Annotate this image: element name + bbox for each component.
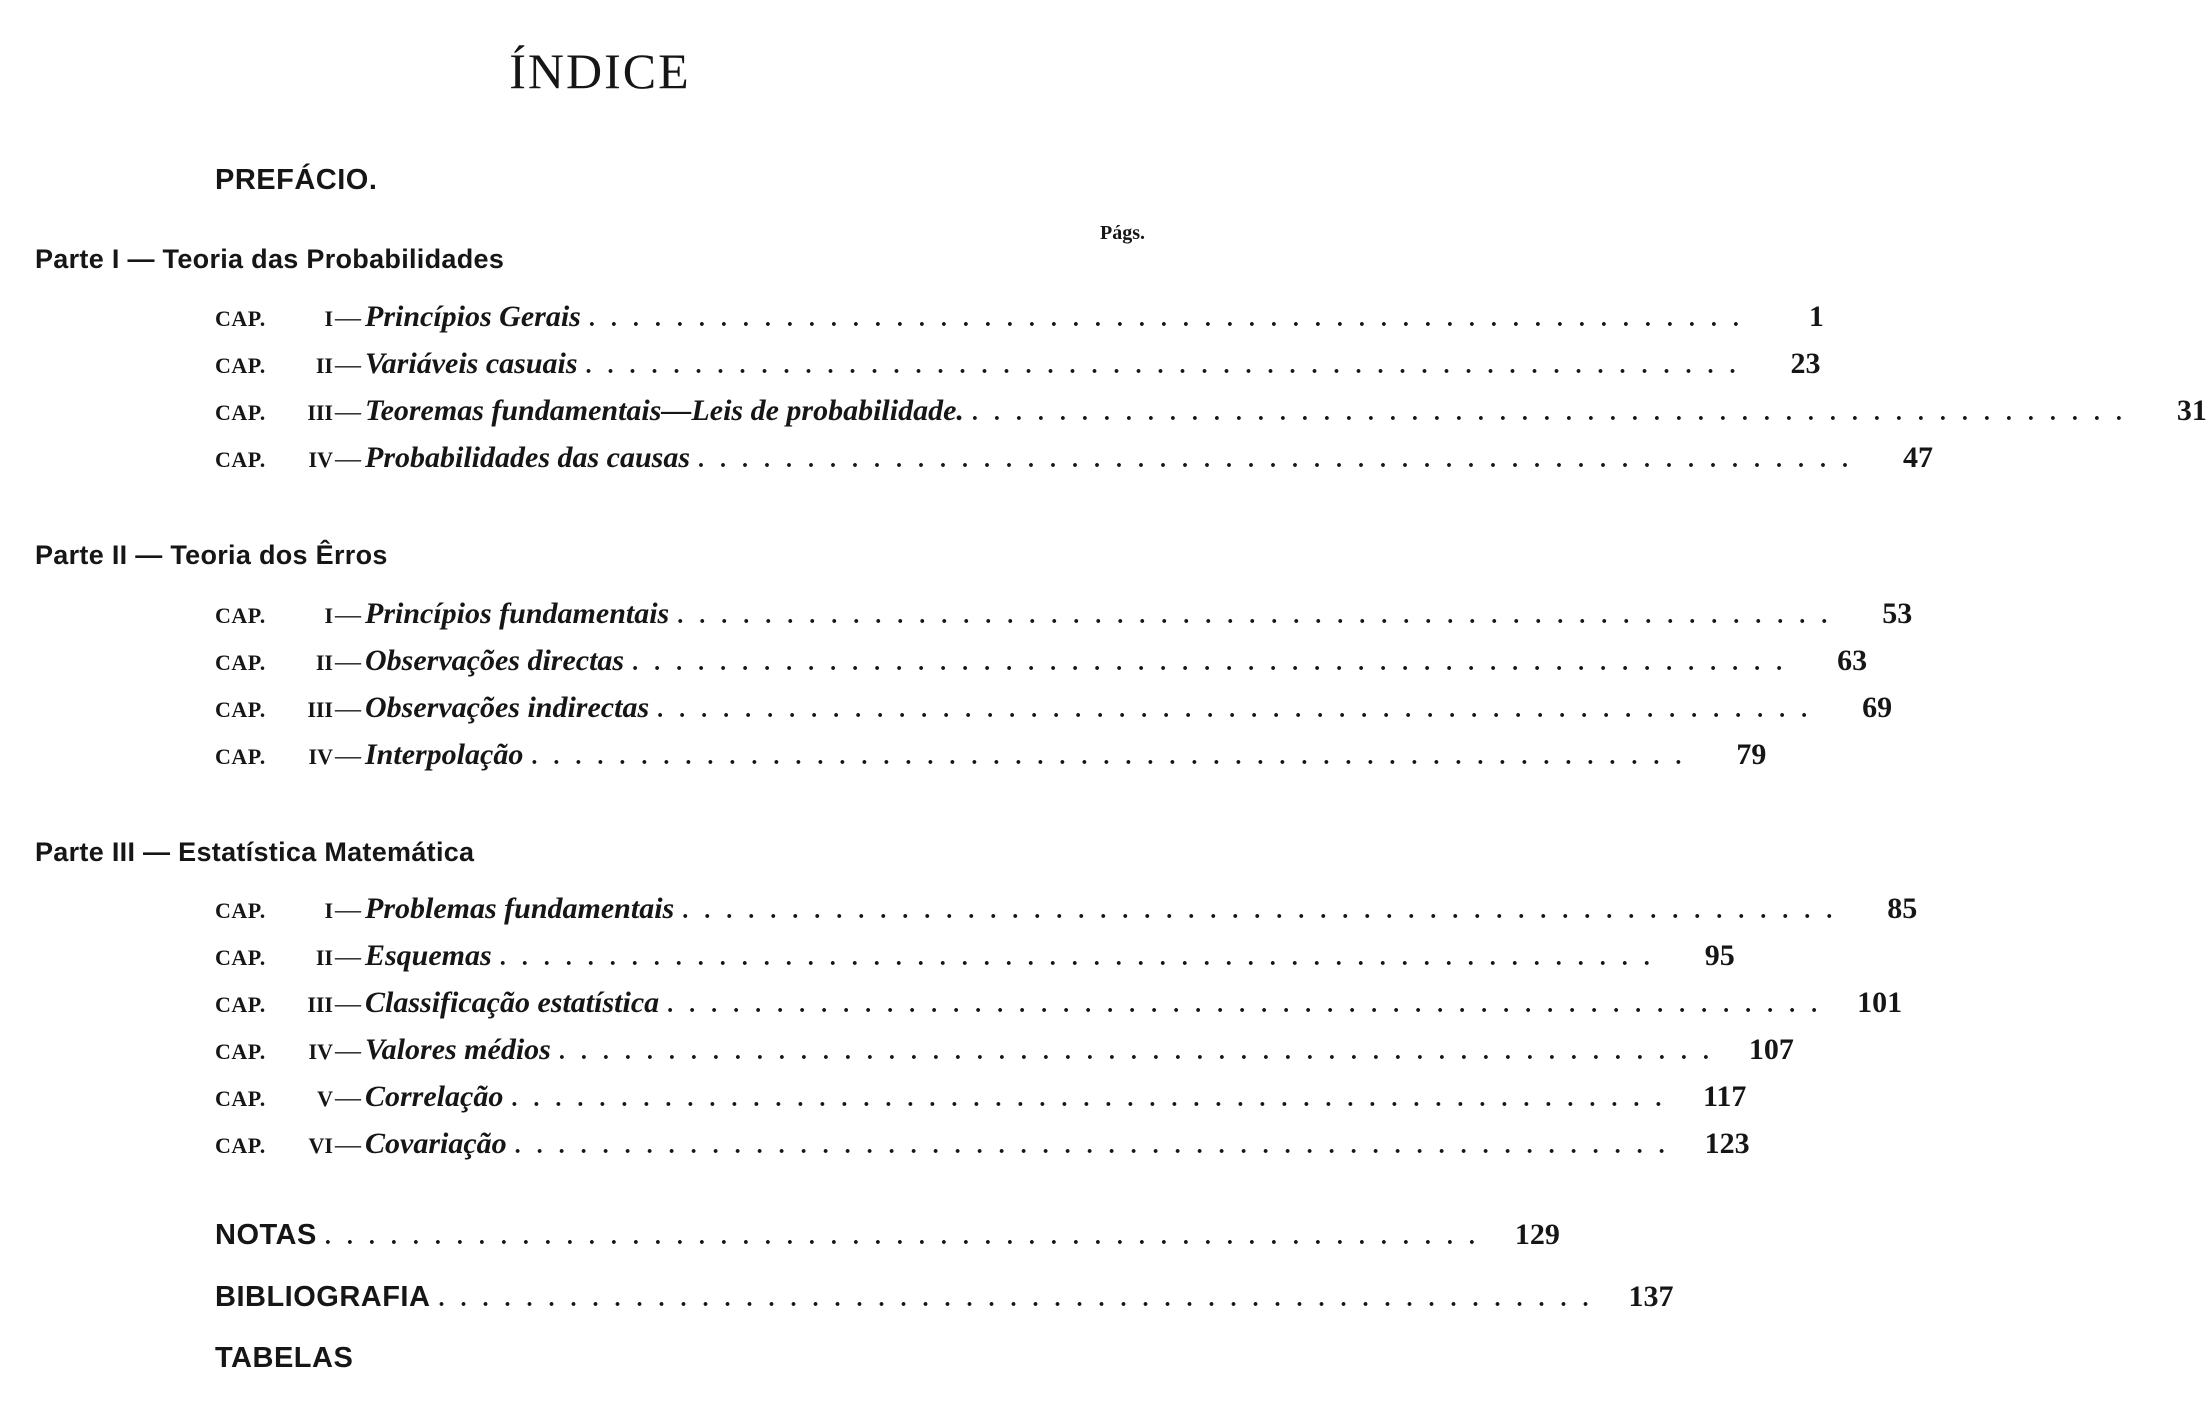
dot-leader: . . . . . . . . . . . . . . . . . . . . . . . . . . . . . . . . . . . . . . . . . . . . . . . . . . . . . (971, 400, 2127, 426)
toc-entry (215, 691, 1893, 733)
part-1-heading: Parte I — Teoria das Probabilidades (35, 244, 505, 274)
page-number: 129 (1514, 1218, 1560, 1251)
chapter-number: III (307, 400, 333, 425)
page-number: 47 (1903, 441, 1934, 474)
em-dash: — (335, 1130, 361, 1159)
toc-entry (215, 1033, 1794, 1075)
dot-leader: . . . . . . . . . . . . . . . . . . . . . . . . . . . . . . . . . . . . . . . . . . . . . . . . . . . . . (499, 945, 1655, 971)
em-dash: — (335, 942, 361, 971)
em-dash: — (335, 303, 361, 332)
em-dash: — (335, 647, 361, 676)
em-dash: — (335, 350, 361, 379)
dot-leader: . . . . . . . . . . . . . . . . . . . . . . . . . . . . . . . . . . . . . . . . . . . . . . . . . . . . . (682, 898, 1838, 924)
cap-label: CAP. (215, 1133, 266, 1158)
chapter-title: Covariação (365, 1127, 507, 1160)
page-number: 85 (1887, 892, 1918, 925)
cap-label: CAP. (215, 650, 266, 675)
page-title: ÍNDICE (509, 43, 691, 99)
cap-label: CAP. (215, 306, 266, 331)
toc-entry (215, 441, 1934, 483)
dot-leader: . . . . . . . . . . . . . . . . . . . . . . . . . . . . . . . . . . . . . . . . . . . . . . . . . . . . . (438, 1286, 1594, 1312)
chapter-title: Valores médios (365, 1033, 551, 1066)
page-number: 31 (2176, 394, 2207, 427)
em-dash: — (335, 1083, 361, 1112)
toc-entry (215, 300, 1824, 342)
em-dash: — (335, 600, 361, 629)
chapter-number: IV (308, 744, 333, 769)
chapter-title: Teoremas fundamentais—Leis de probabilidade. (365, 394, 964, 427)
back-matter-entry (215, 1342, 1165, 1384)
cap-label: CAP. (215, 603, 266, 628)
toc-entry (215, 939, 1735, 981)
page-number: 123 (1704, 1127, 1750, 1160)
chapter-title: Princípios fundamentais (365, 597, 670, 630)
chapter-title: Probabilidades das causas (365, 441, 691, 474)
chapter-title: Esquemas (365, 939, 492, 972)
cap-label: CAP. (215, 744, 266, 769)
chapter-number: II (315, 945, 333, 970)
page-number: 53 (1882, 597, 1913, 630)
toc-entry (215, 597, 1913, 639)
dot-leader: . . . . . . . . . . . . . . . . . . . . . . . . . . . . . . . . . . . . . . . . . . . . . . . . . . . . . (585, 353, 1741, 379)
cap-label: CAP. (215, 1039, 266, 1064)
em-dash: — (335, 989, 361, 1018)
cap-label: CAP. (215, 447, 266, 472)
chapter-number: II (315, 650, 333, 675)
page-number: 107 (1748, 1033, 1794, 1066)
dot-leader: . . . . . . . . . . . . . . . . . . . . . . . . . . . . . . . . . . . . . . . . . . . . . . . . . . . . . (657, 697, 1813, 723)
back-matter-entry (215, 1218, 1560, 1260)
cap-label: CAP. (215, 353, 266, 378)
dot-leader: . . . . . . . . . . . . . . . . . . . . . . . . . . . . . . . . . . . . . . . . . . . . . . . . . . . . . (632, 650, 1788, 676)
back-matter-label: NOTAS (215, 1219, 317, 1251)
chapter-title: Problemas fundamentais (365, 892, 675, 925)
cap-label: CAP. (215, 992, 266, 1017)
page-number: 23 (1790, 347, 1821, 380)
chapter-title: Observações indirectas (365, 691, 650, 724)
preface-entry: PREFÁCIO. (215, 164, 378, 196)
dot-leader: . . . . . . . . . . . . . . . . . . . . . . . . . . . . . . . . . . . . . . . . . . . . . . . . . . . . . (667, 992, 1823, 1018)
cap-label: CAP. (215, 945, 266, 970)
chapter-number: III (307, 992, 333, 1017)
cap-label: CAP. (215, 898, 266, 923)
em-dash: — (335, 741, 361, 770)
back-matter-label: TABELAS (215, 1342, 354, 1374)
chapter-title: Princípios Gerais (365, 300, 581, 333)
part-3-heading: Parte III — Estatística Matemática (35, 837, 475, 867)
chapter-title: Classificação estatística (365, 986, 660, 1019)
cap-label: CAP. (215, 697, 266, 722)
dot-leader: . . . . . . . . . . . . . . . . . . . . . . . . . . . . . . . . . . . . . . . . . . . . . . . . . . . . . (324, 1224, 1480, 1250)
page-number: 95 (1704, 939, 1735, 972)
chapter-title: Observações directas (365, 644, 625, 677)
page-number: 137 (1628, 1280, 1674, 1313)
page-number: 1 (1808, 300, 1824, 333)
em-dash: — (335, 895, 361, 924)
chapter-title: Variáveis casuais (365, 347, 578, 380)
chapter-number: I (324, 898, 333, 923)
cap-label: CAP. (215, 1086, 266, 1111)
page-number: 101 (1857, 986, 1903, 1019)
dot-leader: . . . . . . . . . . . . . . . . . . . . . . . . . . . . . . . . . . . . . . . . . . . . . . . . . . . . . (558, 1039, 1714, 1065)
dot-leader: . . . . . . . . . . . . . . . . . . . . . . . . . . . . . . . . . . . . . . . . . . . . . . . . . . . . . (698, 447, 1854, 473)
chapter-number: I (324, 306, 333, 331)
em-dash: — (335, 444, 361, 473)
toc-entry (215, 1080, 1747, 1122)
toc-entry (215, 892, 1918, 934)
chapter-number: III (307, 697, 333, 722)
toc-entry (215, 644, 1868, 686)
cap-label: CAP. (215, 400, 266, 425)
toc-entry (215, 347, 1821, 389)
toc-entry (215, 394, 2207, 436)
back-matter-label: BIBLIOGRAFIA (215, 1281, 431, 1313)
page-number: 79 (1736, 738, 1767, 771)
toc-entry (215, 986, 1903, 1028)
chapter-number: I (324, 603, 333, 628)
page-number: 69 (1862, 691, 1893, 724)
em-dash: — (335, 397, 361, 426)
chapter-title: Interpolação (365, 738, 524, 771)
chapter-number: V (317, 1086, 333, 1111)
chapter-number: VI (308, 1133, 333, 1158)
page-number: 117 (1702, 1080, 1747, 1113)
dot-leader: . . . . . . . . . . . . . . . . . . . . . . . . . . . . . . . . . . . . . . . . . . . . . . . . . . . . . (531, 744, 1687, 770)
dot-leader: . . . . . . . . . . . . . . . . . . . . . . . . . . . . . . . . . . . . . . . . . . . . . . . . . . . . . (514, 1133, 1670, 1159)
part-2-heading: Parte II — Teoria dos Êrros (35, 540, 388, 570)
page-number: 63 (1837, 644, 1868, 677)
toc-entry (215, 1127, 1750, 1169)
em-dash: — (335, 694, 361, 723)
pages-column-header: Págs. (1100, 222, 1145, 244)
dot-leader: . . . . . . . . . . . . . . . . . . . . . . . . . . . . . . . . . . . . . . . . . . . . . . . . . . . . . (588, 306, 1744, 332)
back-matter-entry (215, 1280, 1674, 1322)
chapter-number: IV (308, 1039, 333, 1064)
chapter-title: Correlação (365, 1080, 504, 1113)
chapter-number: IV (308, 447, 333, 472)
chapter-number: II (315, 353, 333, 378)
dot-leader: . . . . . . . . . . . . . . . . . . . . . . . . . . . . . . . . . . . . . . . . . . . . . . . . . . . . . (511, 1086, 1667, 1112)
em-dash: — (335, 1036, 361, 1065)
dot-leader: . . . . . . . . . . . . . . . . . . . . . . . . . . . . . . . . . . . . . . . . . . . . . . . . . . . . . (677, 603, 1833, 629)
toc-entry (215, 738, 1767, 780)
